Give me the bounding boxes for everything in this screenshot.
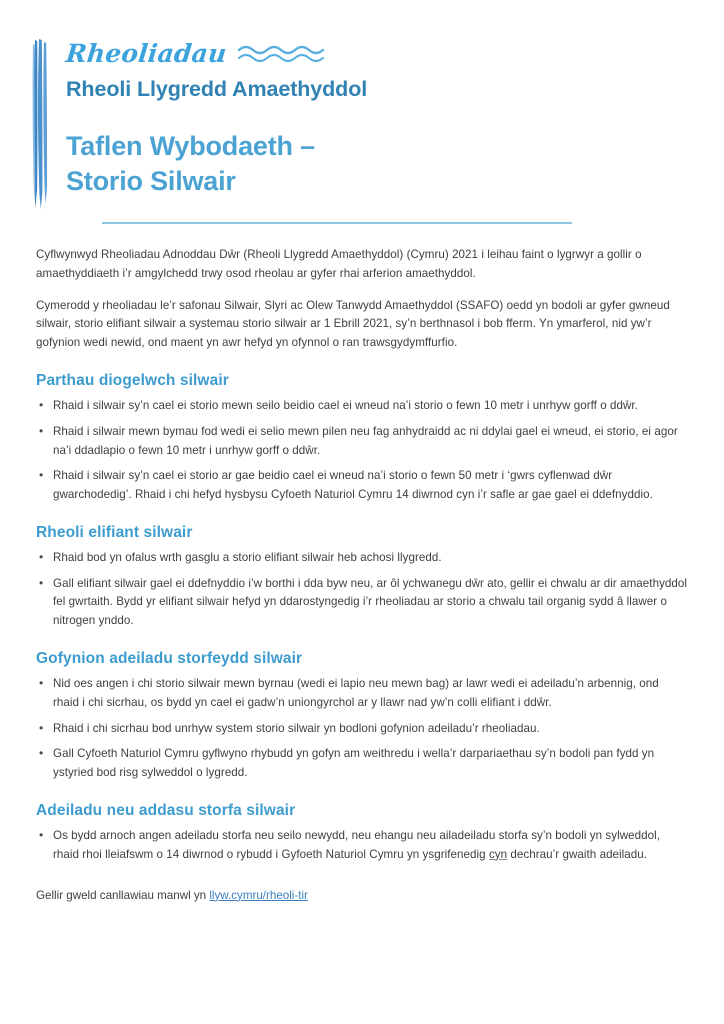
page-title-line-2: Storio Silwair [66,165,236,196]
guidance-footer-note [36,887,688,906]
list-item: • Rhaid i silwair mewn bymau fod wedi ei selio mewn pilen neu fag anhydraidd ac ni ddylai gael ei wneud, ei storio, ei agor na’i ddadlapio o fewn 10 metr i unrhyw gorff o ddŵr. [36,423,688,461]
list-item: • Gall elifiant silwair gael ei ddefnyddio i’w borthi i dda byw neu, ar ôl ychwanegu dŵr ato, gellir ei chwalu ar dir amaethyddol fel gwrtaith. Bydd yr elifiant silwair hefyd yn ddarostyngedig i’r rheoliadau ar storio a chwalu tail organig sydd â llawer o nitrogen ynddo. [36,575,688,631]
header-divider [102,222,572,224]
spellcheck-word: cyn [488,847,508,861]
page-title [66,129,688,198]
list-item: • Gall Cyfoeth Naturiol Cymru gyflwyno rhybudd yn gofyn am weithredu i wella’r darpariaethau sy’n bodoli pan fydd yn ystyried bod risg sylweddol o lygredd. [36,745,688,783]
list-item-text: Os bydd arnoch angen adeiladu storfa neu seilo newydd, neu ehangu neu ailadeiladu storfa sy’n bodoli yn sylweddol, rhaid rhoi lleiafswm o 14 diwrnod o rybudd i Gyfoeth Naturiol Cymru yn ysgrifenedig cyn dechrau’r gwaith adeiladu. [53,828,661,861]
list-item: • Nid oes angen i chi storio silwair mewn byrnau (wedi ei lapio neu mewn bag) ar lawr wedi ei adeiladu’n arbennig, ond rhaid i chi sicrhau, os bydd yn cael ei gadw’n uniongyrchol ar y llawr nad yw’n colli elifiant i ddŵr. [36,675,688,713]
list-item [36,827,688,865]
list-item: • Rhaid i silwair sy’n cael ei storio ar gae beidio cael ei wneud na’i storio o fewn 50 metr i ‘gwrs cyflenwad dŵr gwarchodedig’. Rhaid i chi hefyd hysbysu Cyfoeth Naturiol Cymru 14 diwrnod cyn i’r safle ar gae gael ei ddefnyddio. [36,467,688,505]
section-heading-effluent-management: Rheoli elifiant silwair [36,523,193,541]
page-title-line-1: Taflen Wybodaeth – [66,131,315,161]
section-heading-construction-requirements: Gofynion adeiladu storfeydd silwair [36,650,303,668]
guidance-link[interactable]: llyw.cymru/rheoli-tir [209,888,308,902]
list-item: • Rhaid bod yn ofalus wrth gasglu a storio elifiant silwair heb achosi llygredd. [36,549,688,568]
section-list-effluent-management [36,549,688,631]
organisation-name: Rheoli Llygredd Amaethyddol [66,77,368,101]
document-body [0,224,724,905]
brush-stroke-logo-mark [32,38,50,210]
section-list-safety-zones [36,397,688,505]
brand-logo-row [66,36,688,70]
list-item: • Rhaid i chi sicrhau bod unrhyw system storio silwair yn bodloni gofynion adeiladu’r rheoliadau. [36,720,688,739]
intro-paragraph-1: Cyflwynwyd Rheoliadau Adnoddau Dŵr (Rheoli Llygredd Amaethyddol) (Cymru) 2021 i leihau faint o lygrwyr a gollir o amaethyddiaeth i’r amgylchedd trwy osod rheolau ar gyfer rhai arferion amaethyddol. [36,248,642,280]
section-heading-build-or-modify-store: Adeiladu neu addasu storfa silwair [36,801,296,819]
brand-script-wordmark: Rheoliadau [64,38,229,68]
header-text-block [66,36,688,198]
section-heading-safety-zones: Parthau diogelwch silwair [36,372,229,389]
wave-lines-icon [237,43,345,65]
intro-paragraph-2: Cymerodd y rheoliadau le’r safonau Silwair, Slyri ac Olew Tanwydd Amaethyddol (SSAFO) oedd yn bodoli ar gyfer gwneud silwair, storio elifiant silwair a systemau storio silwair ar 1 Ebrill 2021, sy’n berthnasol i bob fferm. Yn ymarferol, nid yw’r gofynion wedi newid, ond maent yn awr hefyd yn ofynnol o ran trawsgydymffurfio. [36,298,670,350]
guidance-footer-text: Gellir gweld canllawiau manwl yn [36,888,210,902]
section-list-build-or-modify-store [36,827,688,865]
document-header [0,0,724,224]
section-list-construction-requirements [36,675,688,783]
list-item: • Rhaid i silwair sy’n cael ei storio mewn seilo beidio cael ei wneud na’i storio o fewn 10 metr i unrhyw gorff o ddŵr. [36,397,688,416]
